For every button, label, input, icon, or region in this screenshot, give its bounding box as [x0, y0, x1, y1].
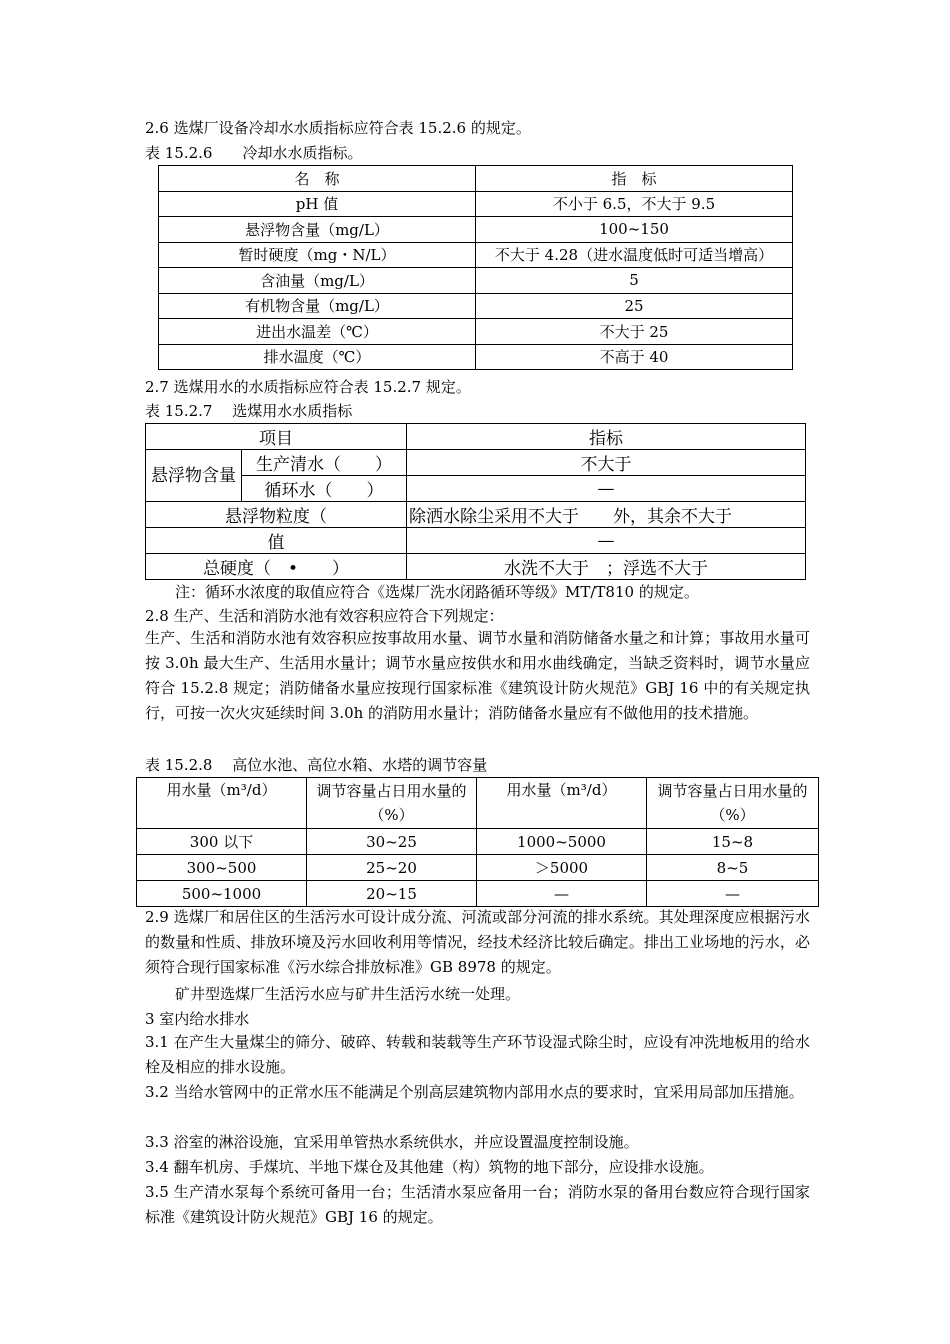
section-2-8-heading: 2.8 生产、生活和消防水池有效容积应符合下列规定：: [145, 607, 504, 625]
table-row: [146, 554, 806, 580]
table-row: [137, 829, 819, 855]
table-row: [159, 191, 793, 217]
table-row: [159, 268, 793, 294]
table-header-row: [159, 166, 793, 192]
header-cell: 指 标: [476, 166, 793, 192]
table-15-2-7-caption: 表 15.2.7 选煤用水水质指标: [145, 402, 353, 420]
table-cell: 悬浮物含量（mg/L）: [159, 217, 476, 243]
table-row: [146, 502, 806, 528]
table-row: [159, 344, 793, 370]
table-cell: 生产清水（ ）: [242, 450, 407, 476]
table-row: [146, 476, 806, 502]
table-row: [137, 881, 819, 907]
header-cell: 调节容量占日用水量的（%）: [647, 778, 819, 829]
section-2-9-extra: 矿井型选煤厂生活污水应与矿井生活污水统一处理。: [175, 985, 521, 1003]
table-cell: 不大于 4.28（进水温度低时可适当增高）: [476, 242, 793, 268]
section-3-5-body: 3.5 生产清水泵每个系统可备用一台；生活清水泵应备用一台；消防水泵的备用台数应符合现行国家标准《建筑设计防火规范》GBJ 16 的规定。: [145, 1183, 810, 1226]
section-2-7-heading: 2.7 选煤用水的水质指标应符合表 15.2.7 规定。: [145, 378, 471, 396]
table-cell: 除洒水除尘采用不大于 外，其余不大于: [407, 502, 806, 528]
table-cell: 1000~5000: [477, 829, 647, 855]
header-cell: 指标: [407, 424, 806, 450]
table-row: [146, 450, 806, 476]
table-15-2-6-caption: 表 15.2.6 冷却水水质指标。: [145, 144, 363, 162]
table-cell: 不大于: [407, 450, 806, 476]
cooling-water-quality-table: [158, 165, 793, 370]
table-cell: 不高于 40: [476, 344, 793, 370]
section-3-3-body: 3.3 浴室的淋浴设施，宜采用单管热水系统供水，并应设置温度控制设施。: [145, 1133, 639, 1151]
table-row: [137, 855, 819, 881]
table-cell: 含油量（mg/L）: [159, 268, 476, 294]
table-cell: —: [407, 476, 806, 502]
table-row: [159, 217, 793, 243]
table-cell: 悬浮物含量: [146, 450, 242, 502]
section-3-heading: 3 室内给水排水: [145, 1010, 250, 1028]
table-cell: 25~20: [307, 855, 477, 881]
header-cell: 用水量（m³/d）: [137, 778, 307, 829]
section-3-2-body: 3.2 当给水管网中的正常水压不能满足个别高层建筑物内部用水点的要求时，宜采用局部加压措施。: [145, 1083, 804, 1101]
header-cell: 用水量（m³/d）: [477, 778, 647, 829]
table-cell: 水洗不大于 ；浮选不大于: [407, 554, 806, 580]
table-cell: 20~15: [307, 881, 477, 907]
table-cell: 总硬度（ • ）: [146, 554, 407, 580]
table-cell: 5: [476, 268, 793, 294]
section-3-4-body: 3.4 翻车机房、手煤坑、半地下煤仓及其他建（构）筑物的地下部分，应设排水设施。: [145, 1158, 714, 1176]
table-cell: 排水温度（℃）: [159, 344, 476, 370]
table-cell: ＞5000: [477, 855, 647, 881]
section-2-9-body: 2.9 选煤厂和居住区的生活污水可设计成分流、河流或部分河流的排水系统。其处理深度应根据污水的数量和性质、排放环境及污水回收利用等情况，经技术经济比较后确定。排出工业场地的污水，必须符合现行国家标准《污水综合排放标准》GB 8978 的规定。: [145, 908, 810, 976]
table-15-2-8-caption: 表 15.2.8 高位水池、高位水箱、水塔的调节容量: [145, 756, 488, 774]
table-cell: 悬浮物粒度（: [146, 502, 407, 528]
table-cell: 不大于 25: [476, 319, 793, 345]
table-cell: —: [407, 528, 806, 554]
table-cell: 300 以下: [137, 829, 307, 855]
table-row: [159, 242, 793, 268]
table-cell: —: [647, 881, 819, 907]
section-2-6-heading: 2.6 选煤厂设备冷却水水质指标应符合表 15.2.6 的规定。: [145, 119, 531, 137]
coal-prep-water-quality-table: [145, 423, 806, 580]
table-row: [159, 293, 793, 319]
section-2-8-body: 生产、生活和消防水池有效容积应按事故用水量、调节水量和消防储备水量之和计算；事故用水量可按 3.0h 最大生产、生活用水量计；调节水量应按供水和用水曲线确定，当缺乏资料时，调节水量应符合 15.2.8 规定；消防储备水量应按现行国家标准《建筑设计防火规范》GBJ 16 中的有关规定执行，可按一次火灾延续时间 3.0h 的消防用水量计；消防储备水量应有不做他用的技术措施。: [145, 629, 810, 722]
header-cell: 调节容量占日用水量的（%）: [307, 778, 477, 829]
table-note: 注：循环水浓度的取值应符合《选煤厂洗水闭路循环等级》MT/T810 的规定。: [175, 583, 699, 601]
table-row: [146, 528, 806, 554]
table-cell: 500~1000: [137, 881, 307, 907]
table-cell: 有机物含量（mg/L）: [159, 293, 476, 319]
table-cell: —: [477, 881, 647, 907]
table-cell: 暂时硬度（mg・N/L）: [159, 242, 476, 268]
table-cell: 进出水温差（℃）: [159, 319, 476, 345]
table-cell: 值: [146, 528, 407, 554]
table-header-row: [146, 424, 806, 450]
table-row: [159, 319, 793, 345]
header-cell: 项目: [146, 424, 407, 450]
header-cell: 名 称: [159, 166, 476, 192]
table-cell: 8~5: [647, 855, 819, 881]
regulating-capacity-table: [136, 777, 819, 907]
table-header-row: [137, 778, 819, 829]
table-cell: 30~25: [307, 829, 477, 855]
section-3-1-body: 3.1 在产生大量煤尘的筛分、破碎、转载和装载等生产环节设湿式除尘时，应设有冲洗地板用的给水栓及相应的排水设施。: [145, 1033, 810, 1076]
table-cell: 100~150: [476, 217, 793, 243]
table-cell: 不小于 6.5，不大于 9.5: [476, 191, 793, 217]
table-cell: 25: [476, 293, 793, 319]
table-cell: 15~8: [647, 829, 819, 855]
table-cell: 循环水（ ）: [242, 476, 407, 502]
table-cell: pH 值: [159, 191, 476, 217]
table-cell: 300~500: [137, 855, 307, 881]
